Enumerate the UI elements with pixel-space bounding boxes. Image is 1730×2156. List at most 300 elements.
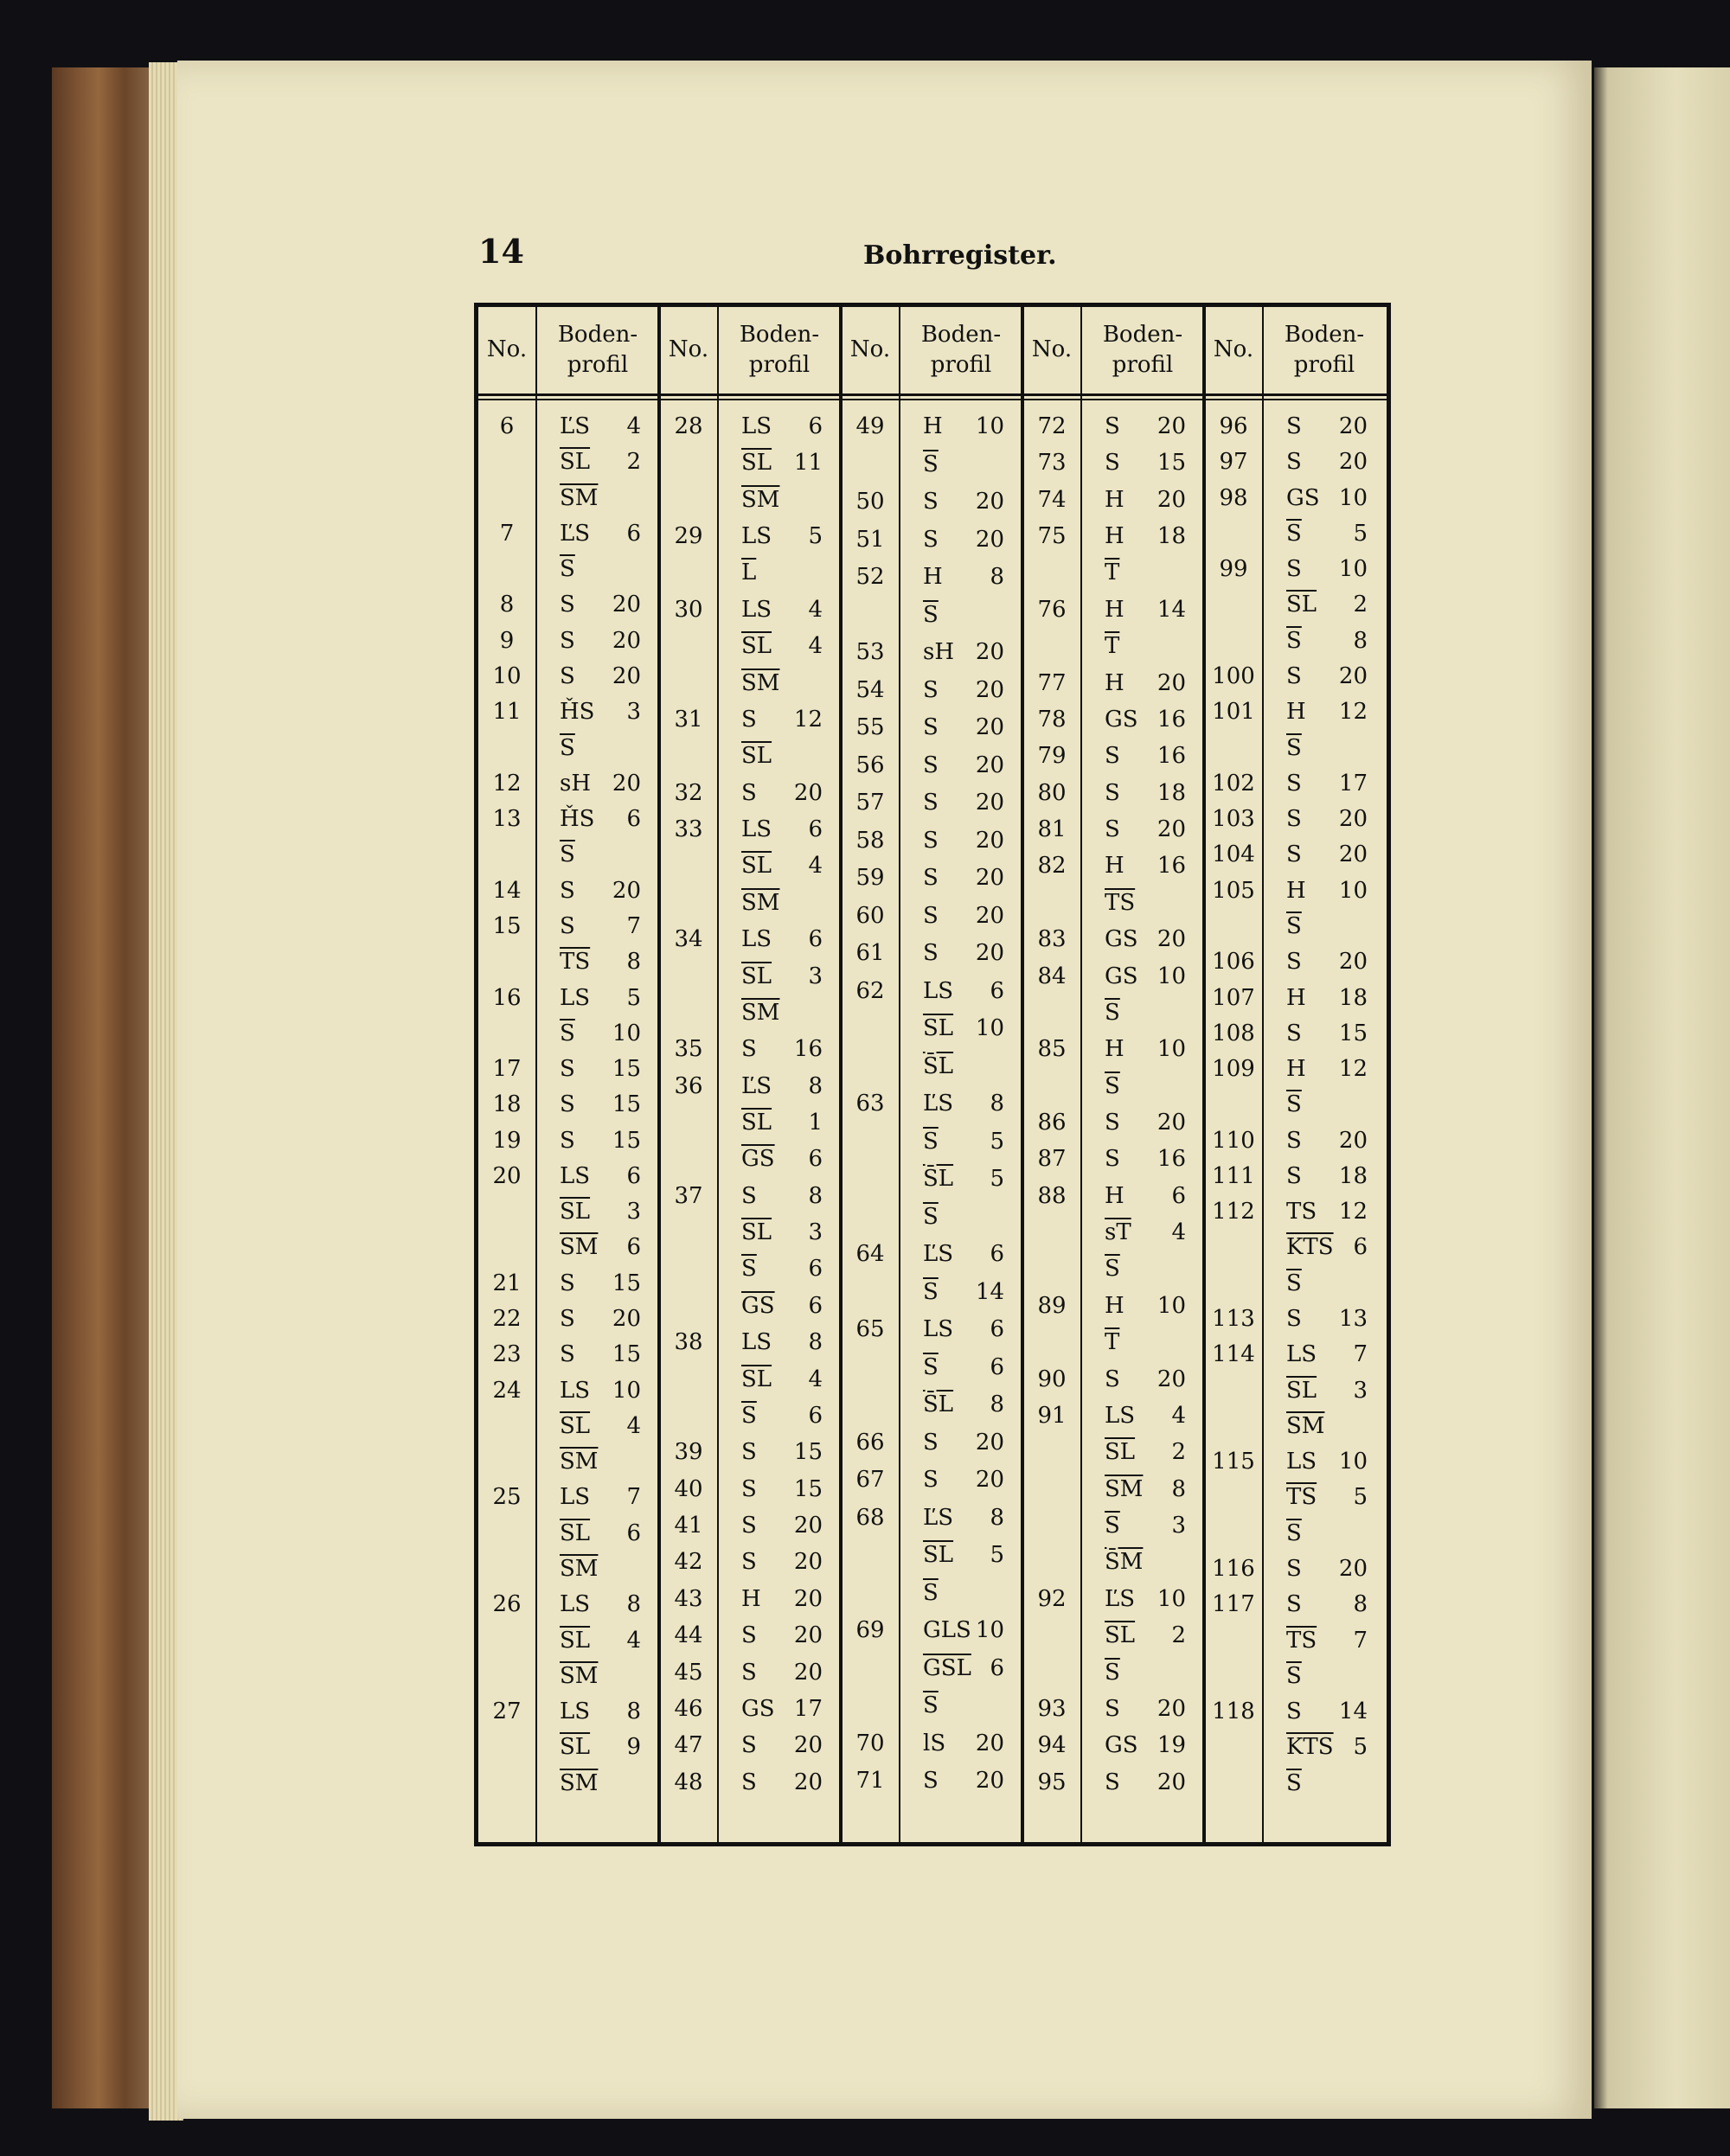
borehole-number: 65 bbox=[855, 1316, 885, 1343]
soil-symbol: $\overline{S}$ bbox=[1286, 1519, 1302, 1546]
soil-symbol: S bbox=[923, 1768, 939, 1795]
soil-symbol: $\overline{KTS}$ bbox=[1286, 1234, 1334, 1261]
layer-thickness: 8 bbox=[808, 1182, 823, 1209]
soil-symbol: $\overline{T}$ bbox=[1105, 560, 1120, 586]
soil-symbol: S bbox=[923, 752, 939, 778]
layer-thickness: 16 bbox=[793, 1036, 823, 1063]
layer-thickness: 10 bbox=[1157, 1292, 1186, 1319]
layer-thickness: 4 bbox=[1171, 1402, 1186, 1429]
layer-thickness: 20 bbox=[975, 940, 1004, 967]
borehole-number: 13 bbox=[492, 806, 522, 833]
soil-symbol: LS bbox=[560, 1591, 591, 1618]
layer-thickness: 10 bbox=[975, 1015, 1004, 1042]
layer-thickness: 20 bbox=[975, 639, 1004, 666]
soil-symbol: $\overline{SL}$ bbox=[741, 1110, 772, 1136]
layer-thickness: 8 bbox=[808, 1329, 823, 1356]
layer-thickness: 16 bbox=[1157, 743, 1186, 770]
layer-thickness: 6 bbox=[626, 1519, 641, 1546]
layer-thickness: 20 bbox=[1338, 806, 1368, 833]
soil-symbol: H bbox=[741, 1585, 761, 1612]
soil-symbol: S bbox=[560, 877, 575, 904]
borehole-number: 78 bbox=[1037, 706, 1067, 733]
layer-thickness: 15 bbox=[612, 1270, 641, 1296]
soil-symbol: LS bbox=[560, 1484, 591, 1511]
layer-thickness: 11 bbox=[793, 450, 823, 477]
layer-thickness: 6 bbox=[1353, 1234, 1368, 1261]
layer-thickness: 4 bbox=[808, 633, 823, 660]
borehole-number: 15 bbox=[492, 912, 522, 939]
layer-thickness: 4 bbox=[808, 853, 823, 880]
layer-thickness: 3 bbox=[626, 1199, 641, 1225]
layer-thickness: 20 bbox=[793, 779, 823, 806]
soil-symbol: ĽS bbox=[923, 1504, 954, 1531]
soil-symbol: S bbox=[923, 790, 939, 816]
subcolumn-divider bbox=[1262, 307, 1264, 1842]
soil-symbol: LS bbox=[741, 523, 772, 550]
soil-symbol: $\overline{S}$ bbox=[923, 451, 939, 477]
soil-symbol: $\overline{GS}$ bbox=[741, 1292, 775, 1319]
layer-thickness: 6 bbox=[626, 520, 641, 547]
layer-thickness: 4 bbox=[808, 1366, 823, 1392]
borehole-number: 34 bbox=[674, 926, 703, 953]
borehole-number: 37 bbox=[674, 1182, 703, 1209]
layer-thickness: 20 bbox=[612, 770, 641, 797]
borehole-number: 14 bbox=[492, 877, 522, 904]
soil-symbol: $\overline{S}$ bbox=[1286, 912, 1302, 939]
soil-symbol: LS bbox=[1286, 1341, 1317, 1368]
soil-symbol: LS bbox=[741, 816, 772, 843]
layer-thickness: 15 bbox=[612, 1341, 641, 1368]
layer-thickness: 5 bbox=[808, 523, 823, 550]
layer-thickness: 5 bbox=[1353, 520, 1368, 547]
layer-thickness: 8 bbox=[990, 1504, 1004, 1531]
soil-symbol: S bbox=[1286, 1699, 1302, 1725]
borehole-number: 30 bbox=[674, 596, 703, 623]
borehole-number: 100 bbox=[1212, 662, 1255, 689]
layer-thickness: 10 bbox=[612, 1377, 641, 1404]
layer-thickness: 20 bbox=[1338, 949, 1368, 976]
layer-thickness: 6 bbox=[990, 977, 1004, 1004]
layer-thickness: 6 bbox=[626, 806, 641, 833]
soil-symbol: $\overline{S}$ bbox=[923, 1278, 939, 1305]
layer-thickness: 13 bbox=[1338, 1306, 1368, 1333]
borehole-number: 117 bbox=[1212, 1591, 1255, 1618]
soil-symbol: H bbox=[1105, 486, 1124, 513]
soil-symbol: S bbox=[1105, 450, 1120, 477]
soil-symbol: TS bbox=[1286, 1199, 1317, 1225]
soil-symbol: $\overline{SL}$ bbox=[1286, 1377, 1317, 1404]
soil-symbol: ĽS bbox=[923, 1241, 954, 1268]
soil-symbol: S bbox=[923, 489, 939, 515]
borehole-number: 77 bbox=[1037, 669, 1067, 696]
soil-symbol: LS bbox=[923, 977, 954, 1004]
borehole-number: 51 bbox=[855, 526, 885, 553]
layer-thickness: 6 bbox=[990, 1353, 1004, 1380]
soil-symbol: S bbox=[560, 1306, 575, 1333]
layer-thickness: 20 bbox=[975, 676, 1004, 703]
soil-symbol: $\overline{SM}$ bbox=[741, 889, 780, 916]
header-rule bbox=[478, 399, 1387, 400]
subcolumn-divider bbox=[535, 307, 537, 1842]
soil-symbol: $\overline{S}$ bbox=[923, 1203, 939, 1230]
layer-thickness: 18 bbox=[1157, 523, 1186, 550]
borehole-number: 60 bbox=[855, 902, 885, 929]
soil-symbol: $\overline{SL}$ bbox=[741, 963, 772, 989]
soil-symbol: S̄L bbox=[923, 1052, 954, 1079]
layer-thickness: 20 bbox=[975, 1768, 1004, 1795]
layer-thickness: 6 bbox=[990, 1316, 1004, 1343]
layer-thickness: 10 bbox=[1157, 1585, 1186, 1612]
borehole-number: 31 bbox=[674, 706, 703, 733]
borehole-number: 86 bbox=[1037, 1110, 1067, 1136]
layer-thickness: 6 bbox=[808, 816, 823, 843]
borehole-number: 16 bbox=[492, 984, 522, 1011]
borehole-number: 94 bbox=[1037, 1732, 1067, 1759]
borehole-number: 103 bbox=[1212, 806, 1255, 833]
soil-symbol: $\overline{S}$ bbox=[1286, 1270, 1302, 1296]
soil-symbol: S bbox=[1105, 1366, 1120, 1392]
borehole-number: 9 bbox=[499, 627, 515, 654]
borehole-number: 108 bbox=[1212, 1020, 1255, 1046]
soil-symbol: $\overline{S}$ bbox=[560, 734, 575, 761]
borehole-number: 113 bbox=[1212, 1306, 1255, 1333]
column-divider bbox=[657, 307, 661, 1842]
layer-thickness: 12 bbox=[1338, 699, 1368, 726]
soil-symbol: $\overline{SL}$ bbox=[1105, 1622, 1136, 1649]
soil-symbol: $\overline{TS}$ bbox=[1286, 1484, 1317, 1511]
soil-symbol: S bbox=[560, 1056, 575, 1083]
borehole-number: 64 bbox=[855, 1241, 885, 1268]
layer-thickness: 6 bbox=[990, 1241, 1004, 1268]
layer-thickness: 8 bbox=[626, 1591, 641, 1618]
borehole-number: 17 bbox=[492, 1056, 522, 1083]
layer-thickness: 20 bbox=[975, 827, 1004, 854]
borehole-number: 19 bbox=[492, 1127, 522, 1154]
soil-symbol: S bbox=[1286, 556, 1302, 583]
borehole-number: 53 bbox=[855, 639, 885, 666]
borehole-number: 97 bbox=[1219, 449, 1248, 476]
soil-symbol: $\overline{S}$ bbox=[1286, 734, 1302, 761]
layer-thickness: 20 bbox=[975, 752, 1004, 778]
borehole-number: 25 bbox=[492, 1484, 522, 1511]
borehole-number: 79 bbox=[1037, 743, 1067, 770]
layer-thickness: 20 bbox=[975, 714, 1004, 741]
soil-symbol: S bbox=[923, 714, 939, 741]
borehole-number: 92 bbox=[1037, 1585, 1067, 1612]
soil-symbol: $\overline{S}$ bbox=[1286, 627, 1302, 654]
borehole-number: 20 bbox=[492, 1162, 522, 1189]
layer-thickness: 15 bbox=[1157, 450, 1186, 477]
borehole-number: 8 bbox=[499, 592, 515, 618]
layer-thickness: 12 bbox=[793, 706, 823, 733]
layer-thickness: 8 bbox=[990, 1091, 1004, 1117]
soil-symbol: $\overline{SM}$ bbox=[560, 1662, 599, 1689]
soil-symbol: S bbox=[923, 676, 939, 703]
layer-thickness: 6 bbox=[808, 1402, 823, 1429]
layer-thickness: 4 bbox=[1171, 1219, 1186, 1246]
borehole-number: 96 bbox=[1219, 413, 1248, 439]
column-divider bbox=[839, 307, 843, 1842]
layer-thickness: 10 bbox=[1338, 484, 1368, 511]
borehole-number: 104 bbox=[1212, 841, 1255, 868]
soil-symbol: S bbox=[1286, 413, 1302, 439]
soil-symbol: S bbox=[1286, 1306, 1302, 1333]
soil-symbol: GS bbox=[1105, 1732, 1138, 1759]
soil-symbol: S bbox=[1286, 1020, 1302, 1046]
layer-thickness: 7 bbox=[626, 912, 641, 939]
layer-thickness: 10 bbox=[1157, 963, 1186, 989]
soil-symbol: S bbox=[923, 1429, 939, 1455]
layer-thickness: 20 bbox=[793, 1659, 823, 1686]
layer-thickness: 6 bbox=[990, 1654, 1004, 1681]
layer-thickness: 3 bbox=[808, 1219, 823, 1246]
borehole-number: 75 bbox=[1037, 523, 1067, 550]
subcolumn-divider bbox=[1080, 307, 1082, 1842]
borehole-number: 23 bbox=[492, 1341, 522, 1368]
soil-symbol: $\overline{S}$ bbox=[741, 1402, 757, 1429]
soil-symbol: LS bbox=[560, 984, 591, 1011]
soil-symbol: $\overline{SL}$ bbox=[923, 1542, 954, 1569]
layer-thickness: 20 bbox=[975, 1730, 1004, 1756]
soil-symbol: $\overline{SL}$ bbox=[1105, 1439, 1136, 1466]
soil-symbol: S bbox=[923, 902, 939, 929]
borehole-number: 66 bbox=[855, 1429, 885, 1455]
soil-symbol: $\overline{SL}$ bbox=[741, 743, 772, 770]
borehole-number: 26 bbox=[492, 1591, 522, 1618]
soil-symbol: GS bbox=[1105, 706, 1138, 733]
borehole-number: 40 bbox=[674, 1475, 703, 1502]
soil-symbol: $\overline{SM}$ bbox=[560, 1234, 599, 1261]
soil-symbol: $\overline{S}$ bbox=[923, 1353, 939, 1380]
layer-thickness: 3 bbox=[808, 963, 823, 989]
layer-thickness: 5 bbox=[626, 984, 641, 1011]
borehole-number: 33 bbox=[674, 816, 703, 843]
layer-thickness: 20 bbox=[1338, 413, 1368, 439]
soil-symbol: S bbox=[741, 1659, 757, 1686]
soil-symbol: S bbox=[1105, 413, 1120, 439]
layer-thickness: 17 bbox=[793, 1695, 823, 1722]
borehole-number: 56 bbox=[855, 752, 885, 778]
soil-symbol: $\overline{SL}$ bbox=[560, 449, 591, 476]
layer-thickness: 8 bbox=[626, 1699, 641, 1725]
layer-thickness: 20 bbox=[1157, 1769, 1186, 1795]
soil-symbol: S bbox=[741, 1036, 757, 1063]
soil-symbol: sH bbox=[923, 639, 955, 666]
soil-symbol: $\overline{SL}$ bbox=[560, 1734, 591, 1761]
layer-thickness: 8 bbox=[808, 1072, 823, 1099]
soil-symbol: S bbox=[560, 592, 575, 618]
borehole-number: 91 bbox=[1037, 1402, 1067, 1429]
soil-symbol: LS bbox=[560, 1699, 591, 1725]
layer-thickness: 20 bbox=[975, 902, 1004, 929]
borehole-number: 69 bbox=[855, 1617, 885, 1644]
soil-symbol: $\overline{GS}$ bbox=[741, 1146, 775, 1173]
soil-symbol: S bbox=[1286, 662, 1302, 689]
layer-thickness: 5 bbox=[1353, 1484, 1368, 1511]
book-spine bbox=[52, 67, 156, 2108]
layer-thickness: 20 bbox=[1338, 449, 1368, 476]
borehole-number: 82 bbox=[1037, 853, 1067, 880]
borehole-number: 58 bbox=[855, 827, 885, 854]
soil-symbol: $\overline{T}$ bbox=[1105, 633, 1120, 660]
soil-symbol: $\overline{SL}$ bbox=[1286, 592, 1317, 618]
column-divider bbox=[1202, 307, 1206, 1842]
layer-thickness: 7 bbox=[1353, 1341, 1368, 1368]
layer-thickness: 3 bbox=[1353, 1377, 1368, 1404]
soil-symbol: $\overline{SL}$ bbox=[741, 450, 772, 477]
borehole-number: 6 bbox=[499, 413, 515, 439]
layer-thickness: 20 bbox=[975, 865, 1004, 892]
soil-symbol: H bbox=[1105, 1036, 1124, 1063]
soil-symbol: $\overline{SL}$ bbox=[741, 1219, 772, 1246]
borehole-number: 61 bbox=[855, 940, 885, 967]
borehole-number: 98 bbox=[1219, 484, 1248, 511]
borehole-number: 90 bbox=[1037, 1366, 1067, 1392]
layer-thickness: 18 bbox=[1157, 779, 1186, 806]
soil-symbol: ĽS bbox=[1105, 1585, 1136, 1612]
layer-thickness: 8 bbox=[990, 1391, 1004, 1418]
layer-thickness: 15 bbox=[1338, 1020, 1368, 1046]
layer-thickness: 20 bbox=[612, 592, 641, 618]
layer-thickness: 15 bbox=[612, 1127, 641, 1154]
layer-thickness: 20 bbox=[1338, 841, 1368, 868]
soil-symbol: S bbox=[1286, 449, 1302, 476]
soil-symbol: S bbox=[1105, 1110, 1120, 1136]
borehole-number: 47 bbox=[674, 1732, 703, 1759]
soil-symbol: S bbox=[1105, 779, 1120, 806]
layer-thickness: 20 bbox=[975, 489, 1004, 515]
borehole-number: 67 bbox=[855, 1467, 885, 1494]
soil-symbol: $\overline{SL}$ bbox=[560, 1199, 591, 1225]
soil-symbol: $\overline{S}$ bbox=[1286, 520, 1302, 547]
soil-symbol: ĽS bbox=[741, 1072, 772, 1099]
borehole-number: 111 bbox=[1212, 1162, 1255, 1189]
soil-symbol: $\overline{S}$ bbox=[923, 1579, 939, 1606]
layer-thickness: 14 bbox=[975, 1278, 1004, 1305]
soil-symbol: S bbox=[1105, 1146, 1120, 1173]
soil-symbol: S bbox=[923, 526, 939, 553]
soil-symbol: S bbox=[1286, 806, 1302, 833]
layer-thickness: 12 bbox=[1338, 1056, 1368, 1083]
soil-symbol: $\overline{S}$ bbox=[1105, 999, 1120, 1026]
borehole-number: 28 bbox=[674, 413, 703, 439]
soil-symbol: GS bbox=[1105, 926, 1138, 953]
borehole-number: 72 bbox=[1037, 413, 1067, 439]
layer-thickness: 6 bbox=[808, 413, 823, 439]
soil-symbol: $\overline{S}$ bbox=[560, 841, 575, 868]
layer-thickness: 12 bbox=[1338, 1199, 1368, 1225]
borehole-number: 87 bbox=[1037, 1146, 1067, 1173]
soil-symbol: $\overline{SM}$ bbox=[741, 999, 780, 1026]
borehole-number: 114 bbox=[1212, 1341, 1255, 1368]
borehole-number: 102 bbox=[1212, 770, 1255, 797]
layer-thickness: 16 bbox=[1157, 1146, 1186, 1173]
soil-symbol: $\overline{SM}$ bbox=[560, 1556, 599, 1583]
column-header-no: No. bbox=[849, 336, 891, 363]
layer-thickness: 20 bbox=[1157, 926, 1186, 953]
layer-thickness: 8 bbox=[1353, 1591, 1368, 1618]
borehole-number: 73 bbox=[1037, 450, 1067, 477]
layer-thickness: 20 bbox=[1157, 1366, 1186, 1392]
borehole-number: 85 bbox=[1037, 1036, 1067, 1063]
soil-symbol: $\overline{sT}$ bbox=[1105, 1219, 1131, 1246]
soil-symbol: $\overline{SL}$ bbox=[560, 1627, 591, 1654]
layer-thickness: 9 bbox=[626, 1734, 641, 1761]
layer-thickness: 2 bbox=[1353, 592, 1368, 618]
borehole-number: 71 bbox=[855, 1768, 885, 1795]
layer-thickness: 20 bbox=[975, 526, 1004, 553]
layer-thickness: 20 bbox=[612, 877, 641, 904]
soil-symbol: S bbox=[923, 827, 939, 854]
layer-thickness: 16 bbox=[1157, 706, 1186, 733]
borehole-number: 89 bbox=[1037, 1292, 1067, 1319]
layer-thickness: 6 bbox=[808, 1256, 823, 1283]
soil-symbol: GS bbox=[1286, 484, 1320, 511]
layer-thickness: 20 bbox=[793, 1732, 823, 1759]
column-header-profile: Boden- profil bbox=[557, 321, 638, 378]
layer-thickness: 10 bbox=[975, 1617, 1004, 1644]
layer-thickness: 10 bbox=[1338, 877, 1368, 904]
soil-symbol: $\overline{T}$ bbox=[1105, 1329, 1120, 1356]
layer-thickness: 20 bbox=[612, 627, 641, 654]
layer-thickness: 20 bbox=[793, 1769, 823, 1795]
soil-symbol: LS bbox=[560, 1162, 591, 1189]
layer-thickness: 8 bbox=[1353, 627, 1368, 654]
soil-symbol: H bbox=[1286, 877, 1306, 904]
layer-thickness: 4 bbox=[626, 413, 641, 439]
borehole-number: 95 bbox=[1037, 1769, 1067, 1795]
soil-symbol: $\overline{SL}$ bbox=[560, 1519, 591, 1546]
soil-symbol: S bbox=[1286, 1556, 1302, 1583]
soil-symbol: GS bbox=[741, 1695, 775, 1722]
soil-symbol: $\overline{SL}$ bbox=[923, 1015, 954, 1042]
layer-thickness: 15 bbox=[793, 1439, 823, 1466]
soil-symbol: S̄M bbox=[1105, 1549, 1144, 1576]
borehole-number: 49 bbox=[855, 413, 885, 439]
layer-thickness: 10 bbox=[1338, 1449, 1368, 1475]
borehole-number: 63 bbox=[855, 1091, 885, 1117]
subcolumn-divider bbox=[899, 307, 900, 1842]
soil-symbol: $\overline{S}$ bbox=[560, 556, 575, 583]
soil-symbol: S bbox=[741, 1182, 757, 1209]
borehole-number: 115 bbox=[1212, 1449, 1255, 1475]
borehole-number: 57 bbox=[855, 790, 885, 816]
soil-symbol: H bbox=[923, 413, 943, 439]
borehole-number: 41 bbox=[674, 1513, 703, 1539]
soil-symbol: sH bbox=[560, 770, 592, 797]
soil-symbol: H bbox=[1105, 669, 1124, 696]
layer-thickness: 3 bbox=[1171, 1513, 1186, 1539]
layer-thickness: 1 bbox=[808, 1110, 823, 1136]
soil-symbol: $\overline{TS}$ bbox=[1105, 889, 1136, 916]
layer-thickness: 6 bbox=[1171, 1182, 1186, 1209]
running-title: Bohrregister. bbox=[863, 240, 1057, 271]
borehole-number: 18 bbox=[492, 1091, 522, 1118]
borehole-number: 38 bbox=[674, 1329, 703, 1356]
soil-symbol: S bbox=[1286, 770, 1302, 797]
soil-symbol: H bbox=[1105, 523, 1124, 550]
layer-thickness: 2 bbox=[1171, 1439, 1186, 1466]
borehole-number: 22 bbox=[492, 1306, 522, 1333]
borehole-number: 116 bbox=[1212, 1556, 1255, 1583]
soil-symbol: H bbox=[1105, 1292, 1124, 1319]
layer-thickness: 2 bbox=[1171, 1622, 1186, 1649]
layer-thickness: 17 bbox=[1338, 770, 1368, 797]
borehole-number: 50 bbox=[855, 489, 885, 515]
layer-thickness: 20 bbox=[1157, 486, 1186, 513]
soil-symbol: H bbox=[1105, 596, 1124, 623]
soil-symbol: S bbox=[741, 779, 757, 806]
